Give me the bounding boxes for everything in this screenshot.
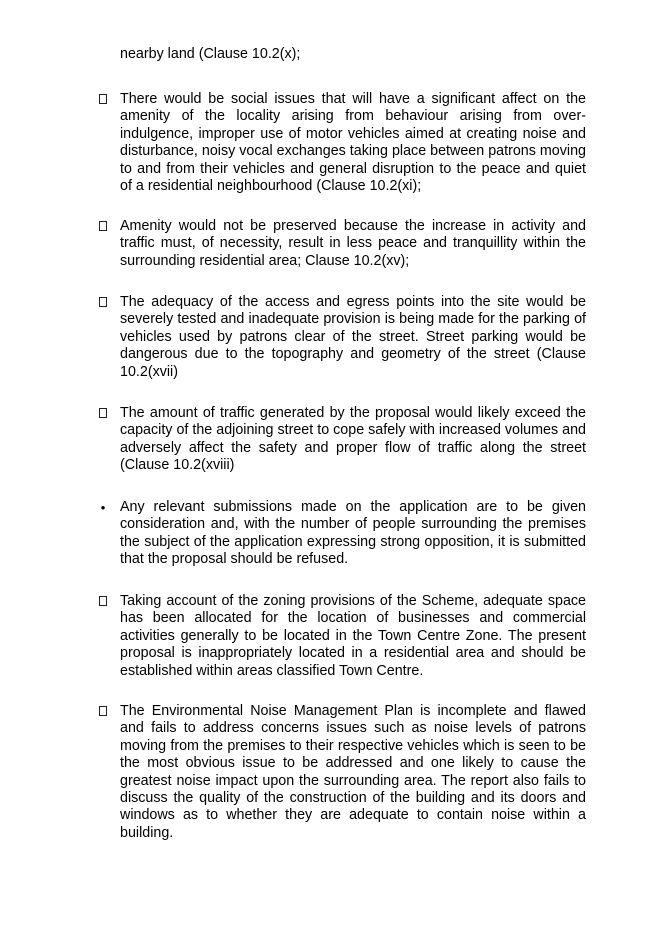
list-item-text: Amenity would not be preserved because the increase in activity and traffic must, of necessity, result in less peace and tranquillity within the surrounding residential area; Clause 10.2(xv); bbox=[120, 218, 586, 269]
checkbox-bullet-icon bbox=[96, 91, 110, 108]
checkbox-bullet-icon bbox=[96, 405, 110, 422]
list-item-text: Taking account of the zoning provisions of the Scheme, adequate space has been allocated for the location of businesses and commercial activities generally to be located in the Town Centre Zone. The present proposal is inappropriately located in a residential area and should be established within areas classified Town Centre. bbox=[120, 593, 586, 679]
list-item-text: The adequacy of the access and egress points into the site would be severely tested and inadequate provision is being made for the parking of vehicles used by patrons clear of the street. Street parking would be dangerous due to the topography and geometry of the street (Clause 10.2(xvii) bbox=[120, 294, 586, 380]
continuation-line: nearby land (Clause 10.2(x); bbox=[120, 46, 301, 62]
checkbox-bullet-icon bbox=[96, 294, 110, 311]
list-item-text: The Environmental Noise Management Plan is incomplete and flawed and fails to address concerns issues such as noise levels of patrons moving from the premises to their respective vehicles which is seen to be the most obvious issue to be addressed and one likely to cause the greatest noise impact upon the surrounding area. The report also fails to discuss the quality of the construction of the building and its doors and windows as to whether they are adequate to contain noise within a building. bbox=[120, 703, 586, 841]
checkbox-bullet-icon bbox=[96, 703, 110, 720]
list-item-text: The amount of traffic generated by the proposal would likely exceed the capacity of the adjoining street to cope safely with increased volumes and adversely affect the safety and proper flow of traffic along the street (Clause 10.2(xviii) bbox=[120, 405, 586, 474]
list-item-text: Any relevant submissions made on the application are to be given consideration and, with the number of people surrounding the premises the subject of the application expressing strong opposition, it is submitted that the proposal should be refused. bbox=[120, 499, 586, 568]
list-item-text: There would be social issues that will have a significant affect on the amenity of the locality arising from behaviour arising from over-indulgence, improper use of motor vehicles aimed at creating noise and disturbance, noisy vocal exchanges taking place between patrons moving to and from their vehicles and general disruption to the peace and quiet of a residential neighbourhood (Clause 10.2(xi); bbox=[120, 91, 586, 195]
bullet-dot-icon: • bbox=[100, 500, 106, 515]
checkbox-bullet-icon bbox=[96, 218, 110, 235]
checkbox-bullet-icon bbox=[96, 593, 110, 610]
